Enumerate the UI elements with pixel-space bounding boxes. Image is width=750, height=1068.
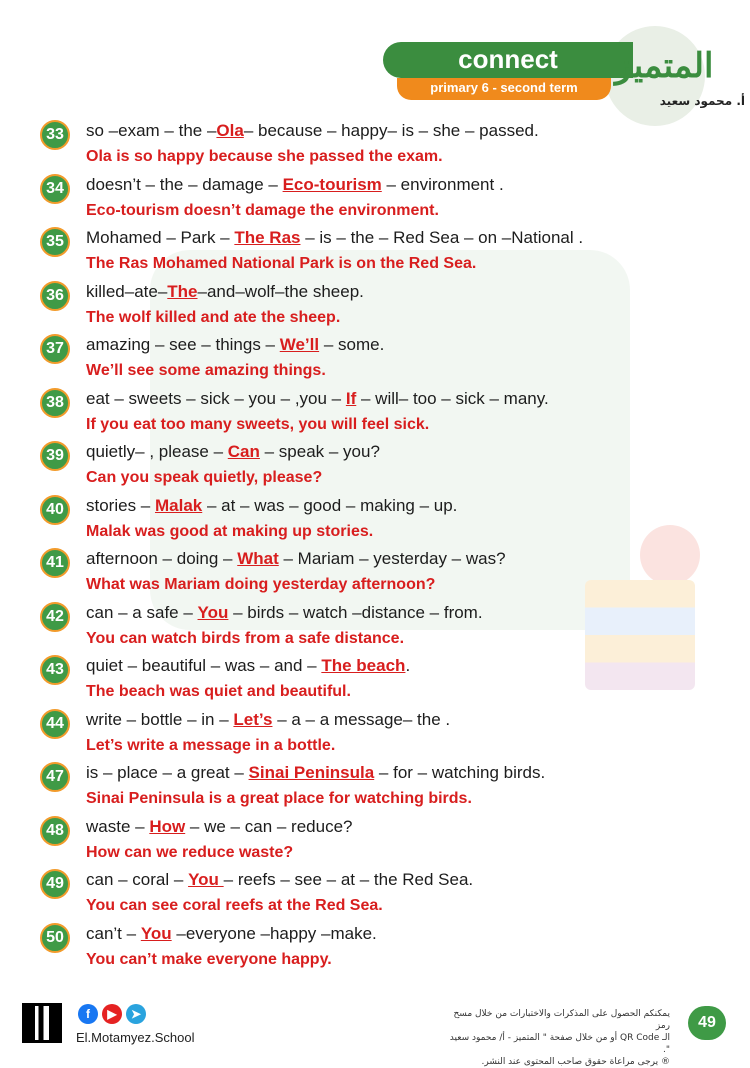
answer-sentence: You can watch birds from a safe distance. <box>86 629 405 647</box>
scrambled-question <box>86 496 457 516</box>
answer-sentence: Malak was good at making up stories. <box>86 522 374 540</box>
question-text: – we – can – reduce? <box>185 816 353 836</box>
starting-word: You <box>140 923 172 943</box>
item-number-badge: 33 <box>40 120 70 150</box>
item-number-badge: 36 <box>40 281 70 311</box>
answer-sentence: If you eat too many sweets, you will feel sick. <box>86 415 430 433</box>
scrambled-question <box>86 817 352 837</box>
question-text: stories – <box>86 495 155 515</box>
exercise-item <box>40 493 720 547</box>
page-number: 49 <box>688 1006 726 1040</box>
scrambled-question <box>86 442 380 462</box>
header-title: connect <box>458 44 558 74</box>
scrambled-question <box>86 389 549 409</box>
scrambled-question <box>86 121 539 141</box>
answer-sentence: Let’s write a message in a bottle. <box>86 736 336 754</box>
exercise-item <box>40 653 720 707</box>
answer-sentence: The wolf killed and ate the sheep. <box>86 308 341 326</box>
starting-word: Malak <box>154 495 203 515</box>
footer-note <box>440 1008 670 1068</box>
question-text: amazing – see – things – <box>86 335 280 354</box>
question-text: – some. <box>319 335 385 354</box>
question-text: afternoon – doing – <box>86 549 238 568</box>
starting-word: The beach <box>321 656 406 675</box>
exercise-item <box>40 279 720 333</box>
item-number-badge: 50 <box>40 923 70 953</box>
scrambled-question <box>86 175 504 195</box>
exercise-item <box>40 921 720 975</box>
starting-word: Eco-tourism <box>282 174 382 194</box>
author-name: أ. محمود سعيد <box>659 94 745 108</box>
website-label: El.Motamyez.School <box>76 1030 195 1045</box>
starting-word: Sinai Peninsula <box>248 763 375 782</box>
exercise-item <box>40 225 720 279</box>
question-text: – because – happy– is – she – passed. <box>243 121 539 140</box>
question-text: can – coral – <box>86 870 189 889</box>
scrambled-question <box>86 656 410 676</box>
exercise-item <box>40 600 720 654</box>
question-text: –and–wolf–the sheep. <box>197 281 364 301</box>
exercise-item <box>40 332 720 386</box>
answer-sentence: You can’t make everyone happy. <box>86 950 332 968</box>
footer-note-line: يمكنكم الحصول على المذكرات والاختبارات من خلال مسح رمز <box>453 1009 670 1031</box>
scrambled-question <box>86 924 377 944</box>
exercise-item <box>40 386 720 440</box>
answer-sentence: You can see coral reefs at the Red Sea. <box>86 897 383 914</box>
starting-word: You <box>197 602 229 622</box>
exercise-item <box>40 867 720 921</box>
item-number-badge: 49 <box>40 869 70 899</box>
question-text: – environment . <box>381 174 504 194</box>
scrambled-question <box>86 763 545 783</box>
item-number-badge: 48 <box>40 816 70 846</box>
scrambled-question <box>86 282 364 302</box>
scrambled-question <box>86 335 384 355</box>
social-icons <box>78 1004 146 1024</box>
question-text: waste – <box>86 816 150 836</box>
exercise-item <box>40 707 720 761</box>
question-text: killed–ate– <box>86 281 168 301</box>
starting-word: The Ras <box>234 228 301 247</box>
qr-code[interactable] <box>22 1003 62 1043</box>
scrambled-question <box>86 228 583 248</box>
starting-word: What <box>237 549 279 568</box>
header-subtitle: primary 6 - second term <box>430 80 578 95</box>
item-number-badge: 40 <box>40 495 70 525</box>
exercise-item <box>40 760 720 814</box>
item-number-badge: 34 <box>40 174 70 204</box>
answer-sentence: What was Mariam doing yesterday afternoon? <box>86 576 436 593</box>
question-text: write – bottle – in – <box>86 709 234 729</box>
starting-word: Ola <box>216 121 244 140</box>
question-text: – Mariam – yesterday – was? <box>278 549 506 568</box>
scrambled-question <box>86 710 450 730</box>
answer-sentence: Ola is so happy because she passed the exam. <box>86 148 443 165</box>
item-number-badge: 43 <box>40 655 70 685</box>
answer-sentence: Sinai Peninsula is a great place for watching birds. <box>86 790 472 807</box>
starting-word: You <box>188 870 224 889</box>
footer-note-line: الـ QR Code أو من خلال صفحة " المتميز - أ/ محمود سعيد ". <box>449 1033 670 1055</box>
question-text: – for – watching birds. <box>374 763 546 782</box>
answer-sentence: How can we reduce waste? <box>86 843 294 861</box>
item-number-badge: 37 <box>40 334 70 364</box>
facebook-icon[interactable]: f <box>78 1004 98 1024</box>
question-text: – a – a message– the . <box>272 709 451 729</box>
question-text: quietly– , please – <box>86 442 228 461</box>
item-number-badge: 35 <box>40 227 70 257</box>
question-text: – is – the – Red Sea – on –National . <box>300 228 584 247</box>
starting-word: The <box>167 281 198 301</box>
starting-word: We’ll <box>279 335 320 354</box>
question-text: can – a safe – <box>86 602 198 622</box>
starting-word: Let’s <box>233 709 273 729</box>
question-text: quiet – beautiful – was – and – <box>86 656 322 675</box>
brand-logo: المتميز <box>615 46 714 86</box>
question-text: –everyone –happy –make. <box>171 923 377 943</box>
question-text: doesn’t – the – damage – <box>86 174 283 194</box>
question-text: – speak – you? <box>259 442 380 461</box>
answer-sentence: We’ll see some amazing things. <box>86 362 326 379</box>
exercise-item <box>40 439 720 493</box>
exercise-item <box>40 118 720 172</box>
answer-sentence: The Ras Mohamed National Park is on the Red Sea. <box>86 255 477 272</box>
question-text: – birds – watch –distance – from. <box>228 602 483 622</box>
item-number-badge: 47 <box>40 762 70 792</box>
starting-word: Can <box>227 442 260 461</box>
scrambled-question <box>86 603 483 623</box>
answer-sentence: The beach was quiet and beautiful. <box>86 683 351 700</box>
question-text: . <box>405 656 411 675</box>
page-header <box>383 42 750 112</box>
question-text: Mohamed – Park – <box>86 228 235 247</box>
item-number-badge: 44 <box>40 709 70 739</box>
question-text: eat – sweets – sick – you – ,you – <box>86 388 346 408</box>
item-number-badge: 42 <box>40 602 70 632</box>
starting-word: How <box>149 816 186 836</box>
answer-sentence: Can you speak quietly, please? <box>86 469 323 486</box>
footer-note-line: ® يرجى مراعاة حقوق صاحب المحتوى عند النشر. <box>481 1057 670 1067</box>
item-number-badge: 38 <box>40 388 70 418</box>
exercise-item <box>40 172 720 226</box>
telegram-icon[interactable]: ➤ <box>126 1004 146 1024</box>
exercise-item <box>40 814 720 868</box>
exercise-item <box>40 546 720 600</box>
item-number-badge: 39 <box>40 441 70 471</box>
youtube-icon[interactable]: ▶ <box>102 1004 122 1024</box>
question-text: – reefs – see – at – the Red Sea. <box>223 870 474 889</box>
question-text: – will– too – sick – many. <box>356 388 549 408</box>
question-text: is – place – a great – <box>86 763 249 782</box>
question-text: – at – was – good – making – up. <box>202 495 458 515</box>
scrambled-question <box>86 549 506 569</box>
answer-sentence: Eco-tourism doesn’t damage the environment. <box>86 201 439 219</box>
scrambled-question <box>86 870 473 890</box>
question-text: can’t – <box>86 923 141 943</box>
question-text: so –exam – the – <box>86 121 217 140</box>
starting-word: If <box>345 388 357 408</box>
item-number-badge: 41 <box>40 548 70 578</box>
